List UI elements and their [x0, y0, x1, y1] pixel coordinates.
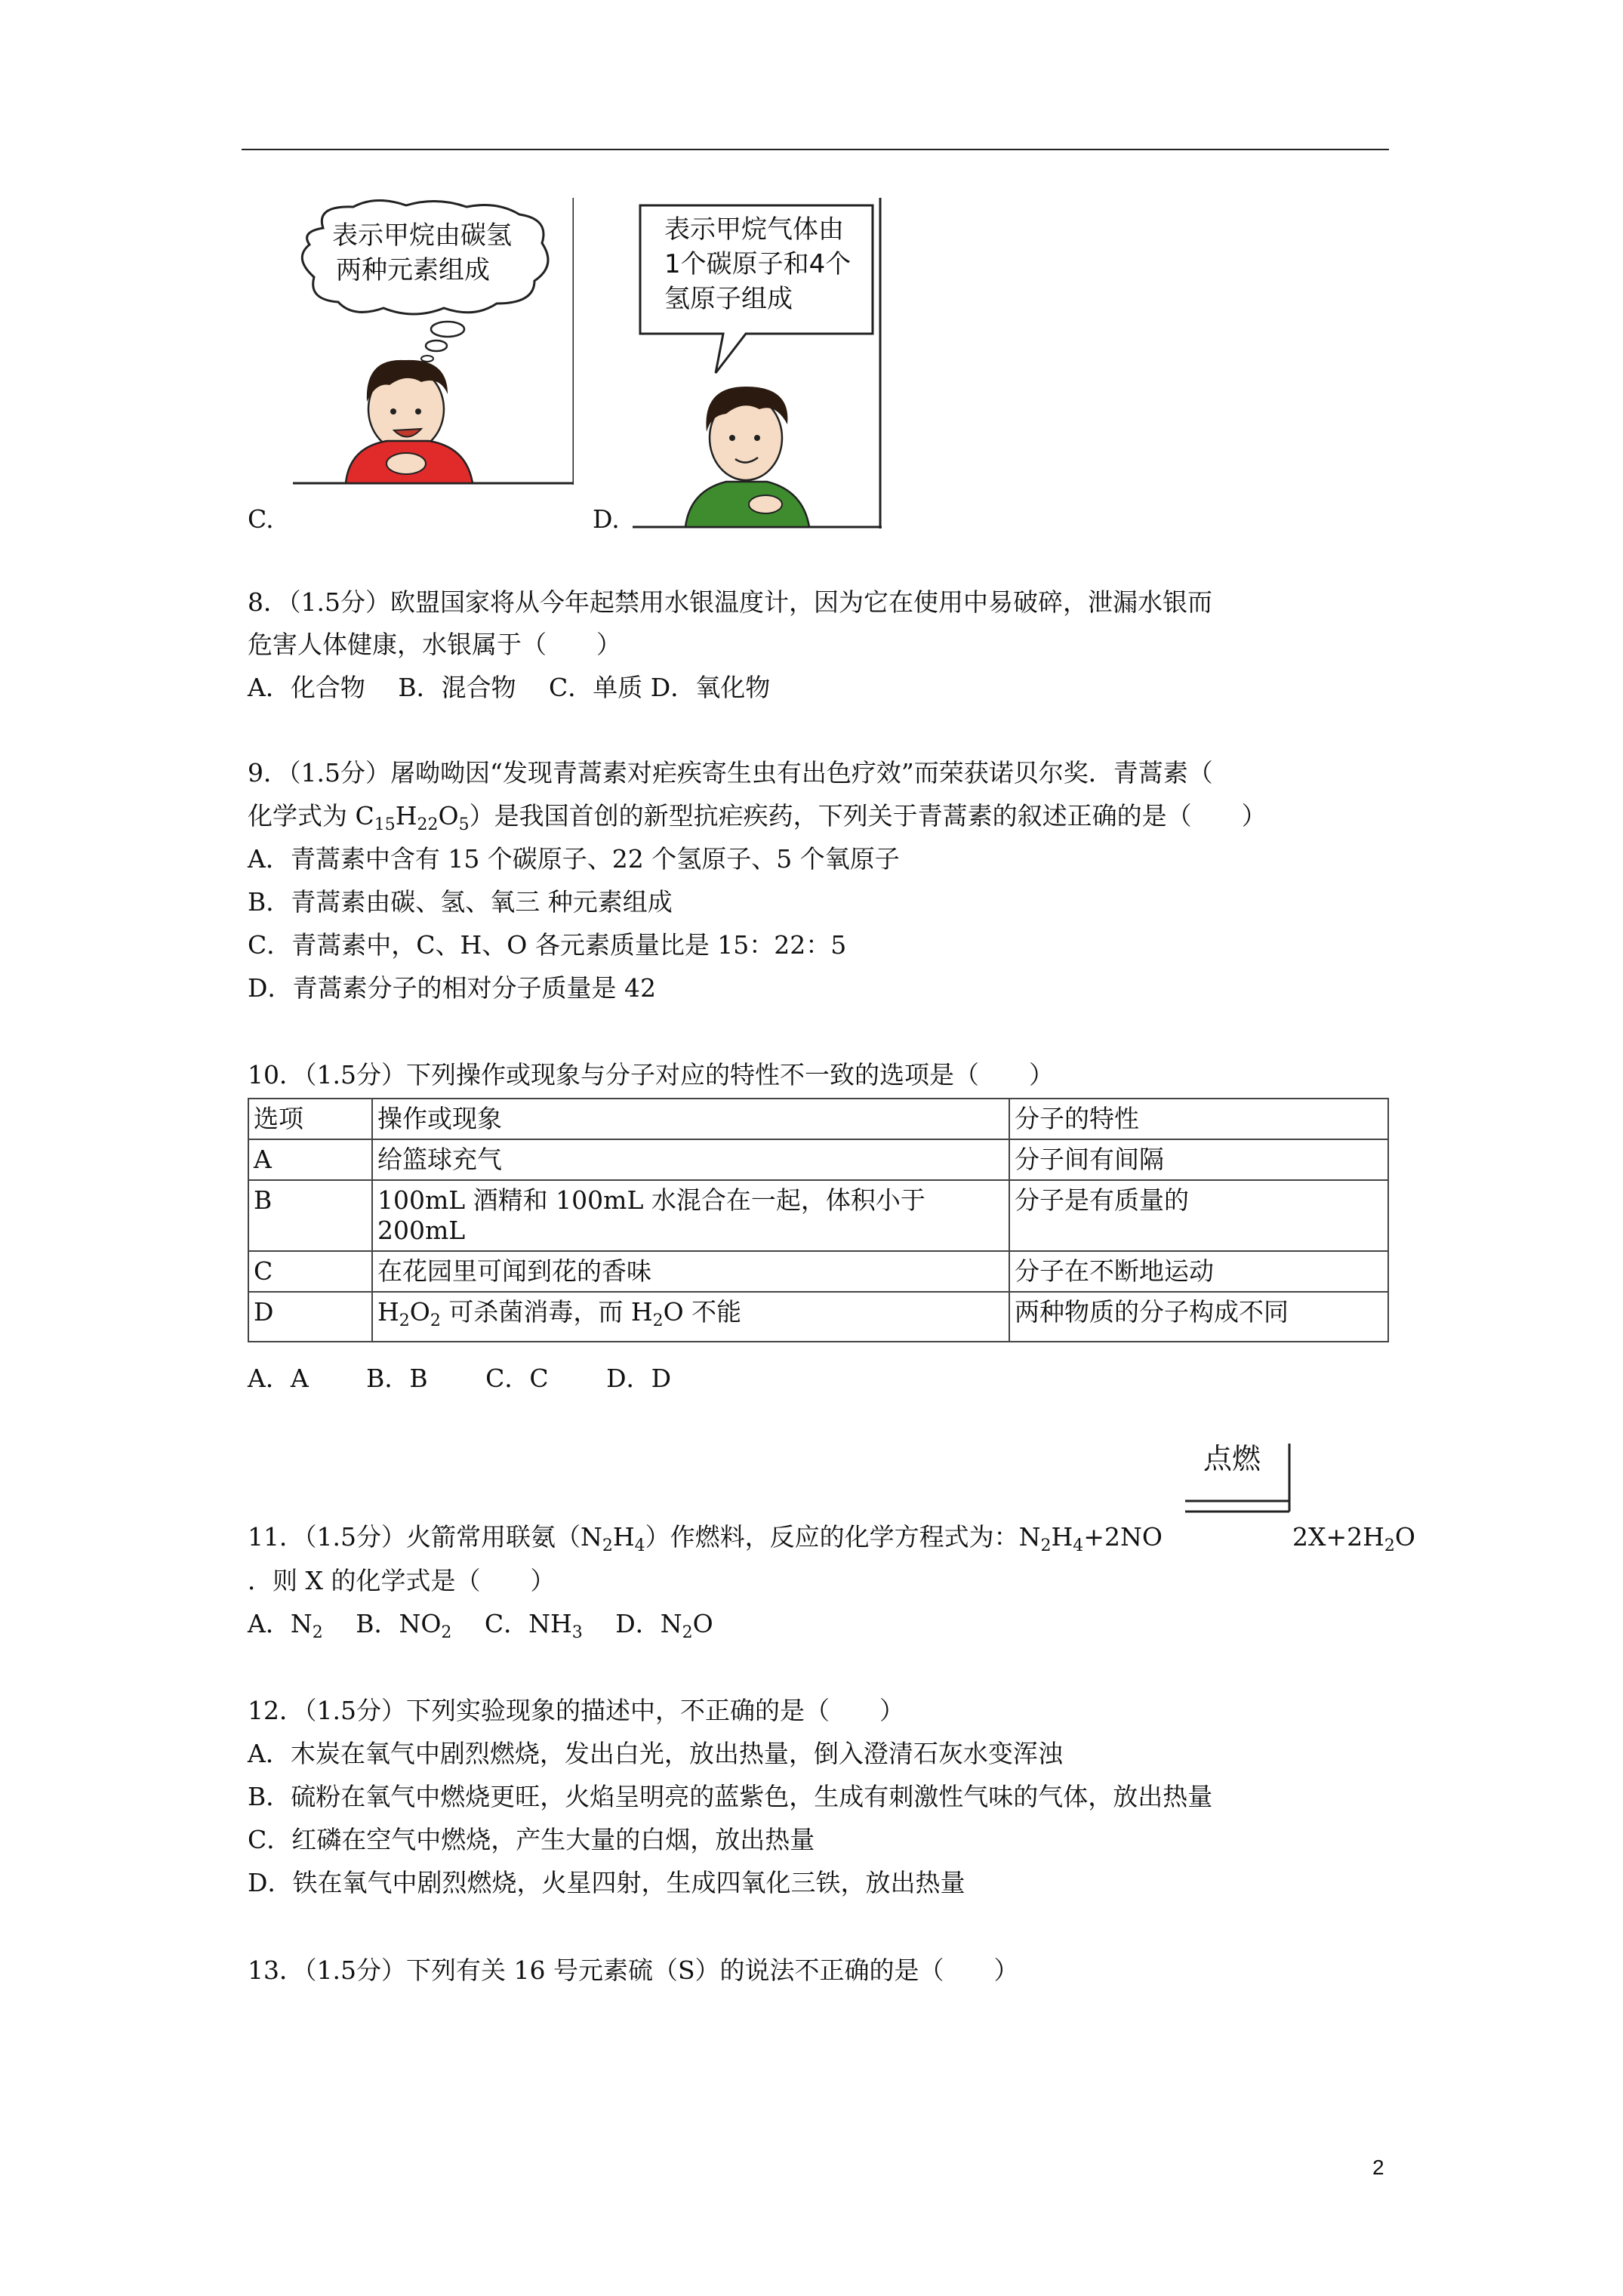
table-header-cell: 分子的特性	[1009, 1099, 1388, 1139]
table-cell: B	[248, 1180, 372, 1251]
table-cell: C	[248, 1251, 372, 1292]
q10-options: A．A B．B C．C D．D	[248, 1364, 672, 1393]
table-cell: 分子间有间隔	[1009, 1139, 1388, 1180]
q9-option-b: B．青蒿素由碳、氢、氧三 种元素组成	[248, 887, 673, 917]
panel-c-text-line2: 两种元素组成	[336, 255, 490, 285]
q11-stem: 11．（1.5分）火箭常用联氨$(N_2H_4)$作燃料，反应的化学方程式为：$N_2H_4+2NO$	[248, 1522, 1163, 1555]
table-cell: 给篮球充气	[372, 1139, 1009, 1180]
q11-products: $2X+2H_2O$	[1292, 1522, 1415, 1555]
page-number: 2	[1372, 2156, 1384, 2179]
table-row	[248, 1251, 1388, 1292]
q12-stem: 12．（1.5分）下列实验现象的描述中，不正确的是（ ）	[248, 1696, 904, 1725]
q13-stem: 13．（1.5分）下列有关 16 号元素硫（S）的说法不正确的是（ ）	[248, 1955, 1019, 1985]
table-header-row	[248, 1099, 1388, 1139]
q12-option-b: B．硫粉在氧气中燃烧更旺，火焰呈明亮的蓝紫色，生成有刺激性气味的气体，放出热量	[248, 1782, 1213, 1811]
table-cell: D	[248, 1292, 372, 1342]
q11-options: A．$N_2$ B．$NO_2$ C．$NH_3$ D．$N_2O$	[248, 1609, 713, 1642]
table-header-cell: 选项	[248, 1099, 372, 1139]
q9-option-d: D．青蒿素分子的相对分子质量是 42	[248, 973, 656, 1003]
q12-option-d: D．铁在氧气中剧烈燃烧，火星四射，生成四氧化三铁，放出热量	[248, 1868, 965, 1897]
panel-c-text-line1: 表示甲烷由碳氢	[332, 220, 512, 251]
q8-stem-line2: 危害人体健康，水银属于（ ）	[248, 630, 621, 659]
q9-option-c: C．青蒿素中，C、H、O 各元素质量比是 15：22：5	[248, 930, 847, 960]
panel-d-text-line1: 表示甲烷气体由	[664, 214, 844, 245]
header-rule	[242, 149, 1389, 150]
q12-option-a: A．木炭在氧气中剧烈燃烧，发出白光，放出热量，倒入澄清石灰水变浑浊	[248, 1739, 1063, 1768]
table-row	[248, 1180, 1388, 1251]
q9-option-a: A．青蒿素中含有 15 个碳原子、22 个氢原子、5 个氧原子	[248, 844, 900, 874]
q8-options: A．化合物 B．混合物 C．单质 D．氧化物	[248, 673, 771, 702]
panel-d-text-line2: 1个碳原子和4个	[664, 249, 852, 279]
option-d-label: D.	[593, 504, 620, 534]
option-c-label: C.	[248, 504, 274, 534]
panel-d-text-line3: 氢原子组成	[664, 284, 793, 314]
table-cell: $H_2O_2$ 可杀菌消毒，而 $H_2O$ 不能	[372, 1292, 1009, 1342]
q11-line2: ．则 X 的化学式是（ ）	[248, 1566, 556, 1595]
table-cell: 分子是有质量的	[1009, 1180, 1388, 1251]
q10-stem: 10．（1.5分）下列操作或现象与分子对应的特性不一致的选项是（ ）	[248, 1060, 1054, 1089]
table-cell: 分子在不断地运动	[1009, 1251, 1388, 1292]
table-cell: 两种物质的分子构成不同	[1009, 1292, 1388, 1342]
q9-stem-line2: 化学式为 $C_{15}H_{22}O_5$）是我国首创的新型抗疟疾药，下列关于青蒿素的叙述正确的是（ ）	[248, 801, 1267, 834]
q8-stem-line1: 8．（1.5分）欧盟国家将从今年起禁用水银温度计，因为它在使用中易破碎，泄漏水银而	[248, 587, 1212, 617]
q9-stem-line1: 9．（1.5分）屠呦呦因“发现青蒿素对疟疾寄生虫有出色疗效”而荣获诺贝尔奖．青蒿素（	[248, 758, 1213, 787]
table-row	[248, 1292, 1388, 1342]
reaction-condition: 点燃	[1203, 1442, 1261, 1475]
table-row	[248, 1139, 1388, 1180]
table-cell: A	[248, 1139, 372, 1180]
q10-table	[248, 1098, 1389, 1342]
table-cell: 在花园里可闻到花的香味	[372, 1251, 1009, 1292]
table-cell: 100mL 酒精和 100mL 水混合在一起，体积小于 200mL	[372, 1180, 1009, 1251]
table-header-cell: 操作或现象	[372, 1099, 1009, 1139]
q12-option-c: C．红磷在空气中燃烧，产生大量的白烟，放出热量	[248, 1825, 815, 1854]
